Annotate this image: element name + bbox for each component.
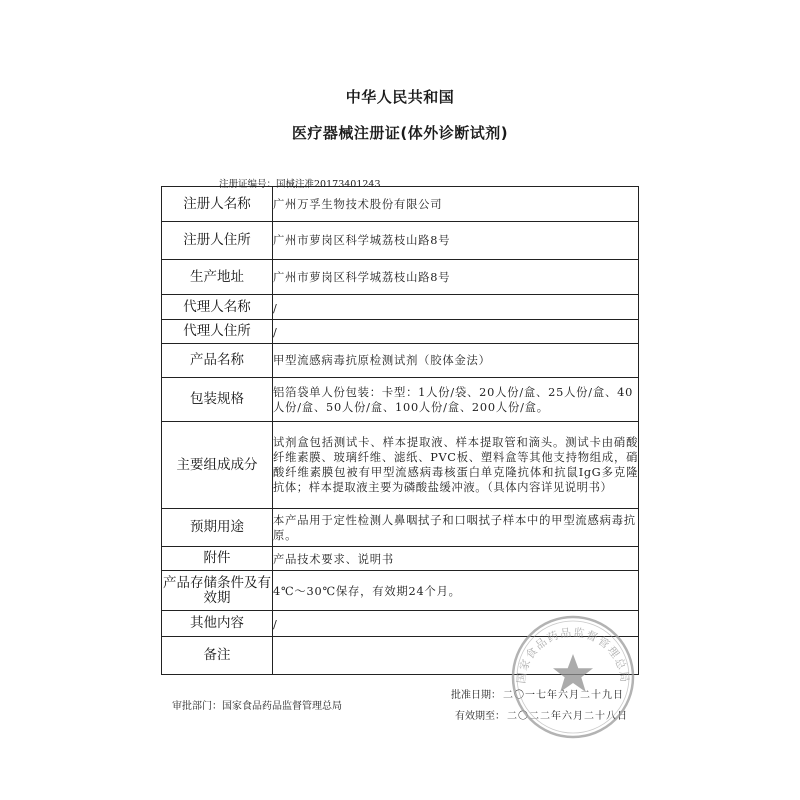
approval-department [172, 697, 342, 712]
row-label: 代理人住所 [162, 320, 273, 344]
row-label: 备注 [162, 637, 273, 675]
approval-date-value: 二〇一七年六月二十九日 [503, 690, 624, 701]
row-value: 试剂盒包括测试卡、样本提取液、样本提取管和滴头。测试卡由硝酸纤维素膜、玻璃纤维、滤纸、PVC板、塑料盒等其他支持物组成，硝酸纤维素膜包被有甲型流感病毒核蛋白单克隆抗体和抗鼠IgG多克隆抗体；样本提取液主要为磷酸盐缓冲液。（具体内容详见说明书） [273, 422, 639, 509]
row-label: 主要组成成分 [162, 422, 273, 509]
row-value: 广州万孚生物技术股份有限公司 [273, 187, 639, 222]
table-row [162, 222, 639, 260]
row-value: / [273, 295, 639, 320]
approval-department-value: 国家食品药品监督管理总局 [222, 701, 342, 712]
seal-text: 国家食品药品监督管理总局 [514, 625, 632, 685]
official-seal-icon [508, 612, 638, 742]
row-label: 生产地址 [162, 260, 273, 295]
row-label: 附件 [162, 547, 273, 571]
row-label: 注册人名称 [162, 187, 273, 222]
table-row [162, 260, 639, 295]
row-label: 其他内容 [162, 611, 273, 637]
document-title: 中华人民共和国 [345, 88, 455, 106]
document-subtitle: 医疗器械注册证(体外诊断试剂) [291, 124, 509, 142]
row-label: 产品存储条件及有效期 [162, 571, 273, 611]
table-row [162, 320, 639, 344]
approval-department-label: 审批部门： [172, 701, 222, 712]
table-row [162, 295, 639, 320]
registration-number-value: 国械注准20173401243 [276, 179, 381, 190]
row-label: 包装规格 [162, 378, 273, 422]
row-label: 预期用途 [162, 509, 273, 547]
row-value: 产品技术要求、说明书 [273, 547, 639, 571]
valid-until-value: 二〇二二年六月二十八日 [507, 711, 628, 722]
valid-until-label: 有效期至： [455, 711, 505, 722]
table-row [162, 344, 639, 378]
table-row [162, 422, 639, 509]
row-value: / [273, 320, 639, 344]
table-row [162, 571, 639, 611]
seal-star-icon [553, 654, 593, 692]
row-value: 4℃～30℃保存，有效期24个月。 [273, 571, 639, 611]
table-row [162, 378, 639, 422]
table-row [162, 187, 639, 222]
row-value: / [273, 611, 639, 637]
row-value: 铝箔袋单人份包装：卡型：1人份/袋、20人份/盒、25人份/盒、40人份/盒、50人份/盒、100人份/盒、200人份/盒。 [273, 378, 639, 422]
certificate-table [161, 186, 639, 675]
registration-number-label: 注册证编号： [219, 179, 277, 190]
row-value: 甲型流感病毒抗原检测试剂（胶体金法） [273, 344, 639, 378]
row-label: 代理人名称 [162, 295, 273, 320]
approval-date-label: 批准日期： [451, 690, 501, 701]
row-value: 本产品用于定性检测人鼻咽拭子和口咽拭子样本中的甲型流感病毒抗原。 [273, 509, 639, 547]
table-row [162, 509, 639, 547]
row-value: 广州市萝岗区科学城荔枝山路8号 [273, 260, 639, 295]
row-value: 广州市萝岗区科学城荔枝山路8号 [273, 222, 639, 260]
row-label: 注册人住所 [162, 222, 273, 260]
row-label: 产品名称 [162, 344, 273, 378]
table-row [162, 547, 639, 571]
